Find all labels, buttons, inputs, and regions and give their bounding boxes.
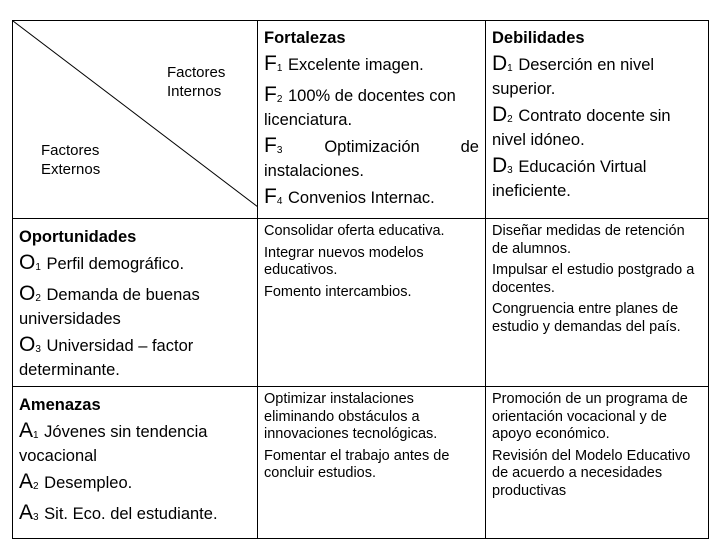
strategy-text: Congruencia entre planes de estudio y demandas del país. [492,301,681,335]
oportunidades-cell [13,219,258,387]
factores-externos-label: Factores Externos [41,142,101,178]
oportunidad-item: O3 Universidad – factor determinante. [19,333,194,379]
da-strategies-cell [486,387,709,539]
debilidades-title: Debilidades [492,29,585,47]
amenazas-title: Amenazas [19,396,101,414]
strategy-text: Optimizar instalaciones eliminando obstáculos a innovaciones tecnológicas. [264,391,438,442]
debilidad-item: D1 Deserción en nivel superior. [492,52,655,98]
amenaza-item: A1 Jóvenes sin tendencia vocacional [19,419,208,465]
corner-cell [13,21,258,219]
oportunidades-title: Oportunidades [19,228,137,246]
strategy-text: Integrar nuevos modelos educativos. [264,244,424,278]
fortalezas-title: Fortalezas [264,29,346,47]
debilidades-cell [486,21,709,219]
do-strategies-cell [486,219,709,387]
fortaleza-item: F4 Convenios Internac. [264,185,435,208]
debilidad-item: D3 Educación Virtual ineficiente. [492,154,647,200]
strategy-text: Revisión del Modelo Educativo de acuerdo a necesidades productivas [492,447,691,499]
fo-strategies-cell [258,219,486,387]
strategy-text: Promoción de un programa de orientación vocacional y de apoyo económico. [492,391,688,442]
debilidad-item: D2 Contrato docente sin nivel idóneo. [492,103,671,149]
strategy-text: Diseñar medidas de retención de alumnos. [492,223,685,257]
fortaleza-item: F1 Excelente imagen. [264,52,424,75]
strategy-text: Fomentar el trabajo antes de concluir estudios. [264,447,450,481]
strategy-text: Consolidar oferta educativa. [264,223,445,239]
oportunidad-item: O2 Demanda de buenas universidades [19,282,200,328]
strategy-text: Impulsar el estudio postgrado a docentes. [492,262,695,296]
fa-strategies-cell [258,387,486,539]
fortalezas-cell [258,21,486,219]
strategy-text: Fomento intercambios. [264,283,412,300]
amenaza-item: A3 Sit. Eco. del estudiante. [19,501,218,524]
foda-matrix-table [12,20,709,539]
factores-internos-label: Factores Internos [167,64,226,100]
amenazas-cell [13,387,258,539]
fortaleza-item: F3 Optimización de instalaciones. [264,134,479,180]
amenaza-item: A2 Desempleo. [19,470,133,493]
diagonal-divider [13,21,257,207]
oportunidad-item: O1 Perfil demográfico. [19,251,185,274]
fortaleza-item: F2 100% de docentes con licenciatura. [264,83,456,129]
